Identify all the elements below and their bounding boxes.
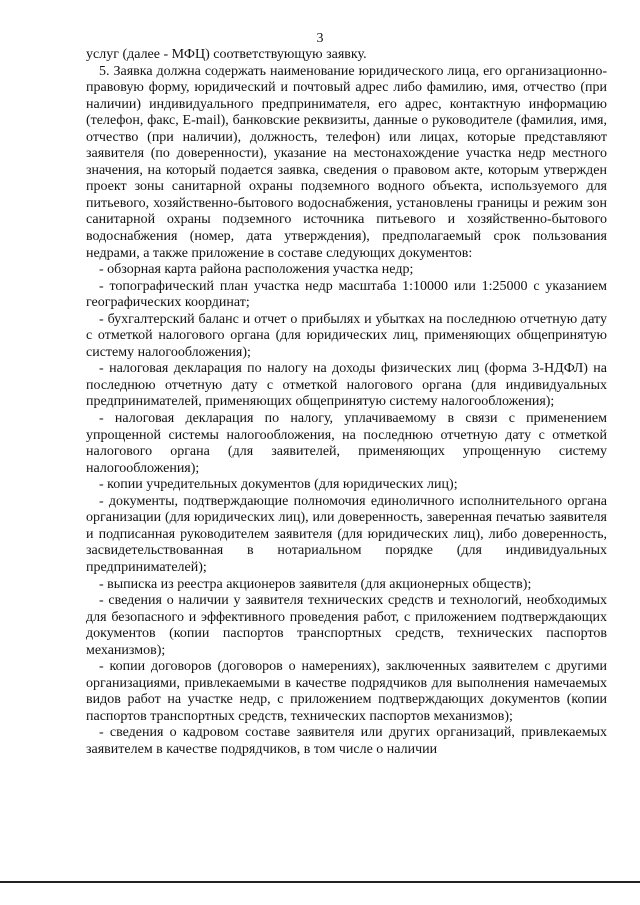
list-item: - налоговая декларация по налогу на доходы физических лиц (форма 3-НДФЛ) на последнюю отчетную дату с отметкой налогового органа (для индивидуальных предпринимателей, применяющих общепринятую систему налогообложения); xyxy=(86,361,607,410)
paragraph-5: 5. Заявка должна содержать наименование юридического лица, его организационно-правовую форму, юридический и почтовый адрес либо фамилию, имя, отчество (при наличии) индивидуального предпринимателя, его адрес, контактную информацию (телефон, факс, E-mail), банковские реквизиты, данные о руководителе (фамилия, имя, отчество (при наличии), должность, телефон) или лицах, которые представляют заявителя (по доверенности), указание на местонахождение участка недр местного значения, на который подается заявка, сведения о правовом акте, которым утвержден проект зоны санитарной охраны подземного водного объекта, используемого для питьевого, хозяйственно-бытового водоснабжения, установлены границы и режим зон санитарной охраны подземного источника питьевого и хозяйственно-бытового водоснабжения (номер, дата утверждения), предполагаемый срок пользования недрами, а также приложение в составе следующих документов: xyxy=(86,63,607,261)
bottom-divider xyxy=(0,881,640,883)
list-item: - обзорная карта района расположения участка недр; xyxy=(99,262,414,278)
document-body xyxy=(86,47,607,759)
list-item: - сведения о наличии у заявителя технических средств и технологий, необходимых для безопасного и эффективного проведения работ, с приложением подтверждающих документов (копии паспортов транспортных средств, технических паспортов механизмов); xyxy=(86,593,607,658)
list-item: - копии учредительных документов (для юридических лиц); xyxy=(99,477,458,493)
list-item: - налоговая декларация по налогу, уплачиваемому в связи с применением упрощенной системы налогообложения, на последнюю отчетную дату с отметкой налогового органа (для заявителей, применяющих упрощенную систему налогообложения); xyxy=(86,411,607,476)
list-item: - документы, подтверждающие полномочия единоличного исполнительного органа организации (для юридических лиц), или доверенность, заверенная печатью заявителя и подписанная руководителем заявителя (для юридических лиц), либо доверенность, засвидетельствованная в нотариальном порядке (для индивидуальных предпринимателей); xyxy=(86,493,607,575)
list-item: - сведения о кадровом составе заявителя или других организаций, привлекаемых заявителем в качестве подрядчиков, в том числе о наличии xyxy=(86,725,607,757)
continuation-line: услуг (далее - МФЦ) соответствующую заявку. xyxy=(86,47,367,62)
list-item: - выписка из реестра акционеров заявителя (для акционерных обществ); xyxy=(99,576,532,592)
list-item: - копии договоров (договоров о намерениях), заключенных заявителем с другими организациями, привлекаемыми в качестве подрядчиков для выполнения намечаемых видов работ на участке недр, с приложением подтверждающих документов (копии паспортов транспортных средств, технических паспортов механизмов); xyxy=(86,659,607,724)
page-number: 3 xyxy=(316,31,324,46)
list-item: - бухгалтерский баланс и отчет о прибылях и убытках на последнюю отчетную дату с отметкой налогового органа (для юридических лиц, применяющих общепринятую систему налогообложения); xyxy=(86,311,607,360)
list-item: - топографический план участка недр масштаба 1:10000 или 1:25000 с указанием географических координат; xyxy=(86,278,607,311)
